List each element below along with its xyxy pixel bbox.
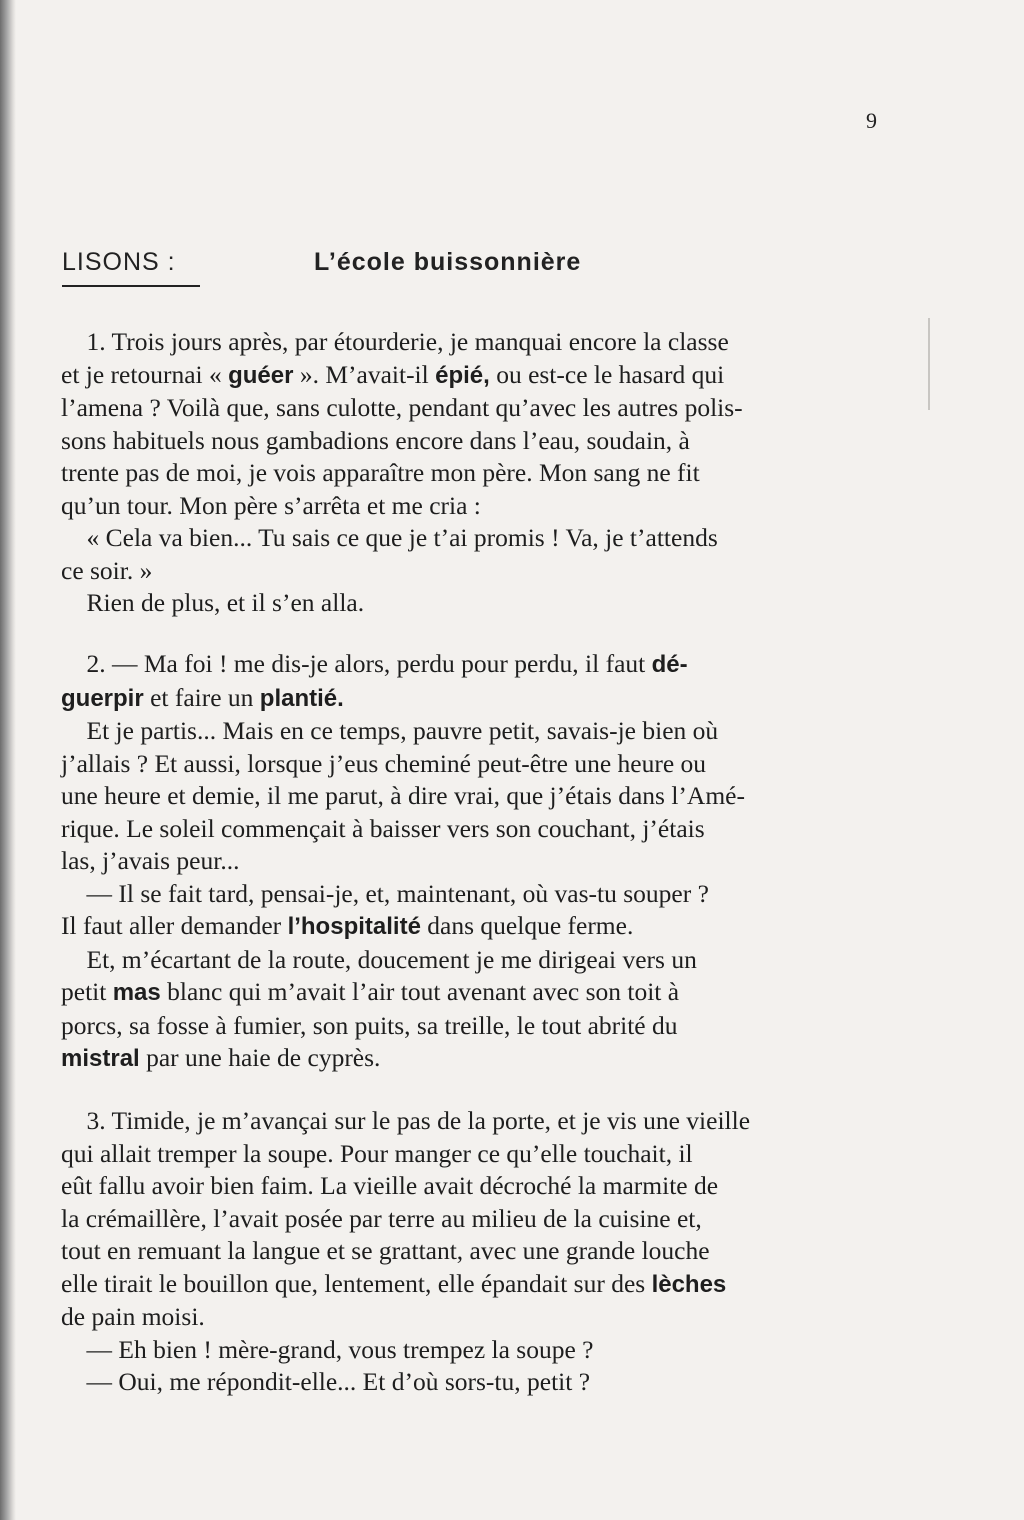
- text-run: de pain moisi. — Eh bien ! mère-grand, vous trempez la soupe ? — Oui, me répondit-elle... Et d’où sors-tu, petit ?: [61, 1302, 594, 1396]
- reading-title: L’école buissonnière: [314, 248, 582, 276]
- text-run: et faire un: [143, 682, 260, 712]
- bold-term: plantié.: [259, 684, 344, 712]
- text-run: 2. — Ma foi ! me dis-je alors, perdu pour perdu, il faut: [61, 649, 652, 678]
- text-run: 1. Trois jours après, par étourderie, je manquai encore la classe et je retournai «: [61, 327, 729, 389]
- page-gutter-shadow: [0, 0, 16, 1520]
- section-label-underline: [62, 285, 200, 287]
- paragraph-3: [61, 1105, 877, 1399]
- bold-term: guéer: [228, 361, 294, 389]
- text-run: 3. Timide, je m’avançai sur le pas de la porte, et je vis une vieille qui allait tremper la soupe. Pour manger ce qu’elle touchait, il eût fallu avoir bien faim. La vieille avait décroché la marmite de la crémaillère, l’avait posée par terre au milieu de la cuisine et, tout en remuant la langue et se grattant, avec une grande louche elle tirait le bouillon que, lentement, elle épandait sur des: [61, 1106, 751, 1298]
- text-run: ou est-ce le hasard qui l’amena ? Voilà que, sans culotte, pendant qu’avec les autres polis- sons habituels nous gambadions encore dans l’eau, soudain, à trente pas de moi, je vois apparaître mon père. Mon sang ne fit qu’un tour. Mon père s’arrêta et me cria : « Cela va bien... Tu sais ce que je t’ai promis ! Va, je t’attends ce soir. » Rien de plus, et il s’en alla.: [61, 359, 743, 617]
- text-run: blanc qui m’avait l’air tout avenant avec son toit à porcs, sa fosse à fumier, son puits, sa treille, le tout abrité du: [61, 977, 680, 1040]
- section-label: LISONS :: [62, 248, 176, 276]
- text-run: Et je partis... Mais en ce temps, pauvre petit, savais-je bien où j’allais ? Et aussi, lorsque j’eus cheminé peut-être une heure ou une heure et demie, il me parut, à dire vrai, que j’étais dans l’Amé- rique. Le soleil commençait à baisser vers son couchant, j’étais las, j’avais peur... — Il se fait tard, pensai-je, et, maintenant, où vas-tu souper ? Il faut aller demander: [61, 716, 745, 940]
- text-run: dans quelque ferme. Et, m’écartant de la route, doucement je me dirigeai vers un petit: [61, 911, 697, 1006]
- page-number: 9: [866, 108, 877, 133]
- paragraph-1: [61, 326, 877, 620]
- bold-term: dé- guerpir: [61, 651, 688, 712]
- bold-term: l’hospitalité: [287, 913, 421, 940]
- bold-term: épié,: [435, 361, 490, 389]
- bold-term: lèches: [651, 1270, 727, 1298]
- margin-mark: [928, 318, 930, 410]
- text-run: ». M’avait-il: [293, 359, 436, 389]
- text-run: par une haie de cyprès.: [139, 1043, 381, 1072]
- paragraph-2: [61, 648, 877, 1076]
- bold-term: mas: [112, 979, 161, 1006]
- bold-term: mistral: [61, 1045, 140, 1072]
